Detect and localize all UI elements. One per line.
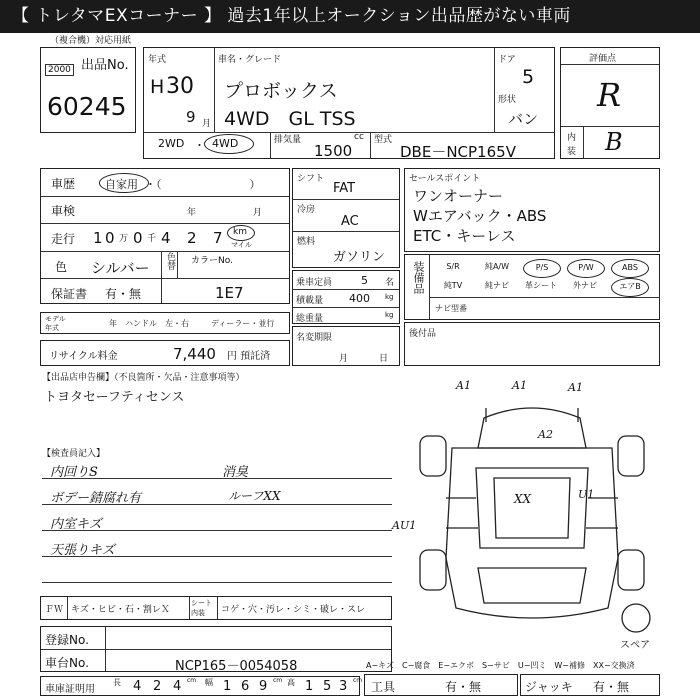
shape-label: 形状 <box>498 95 517 105</box>
diagram-mark-3: A1 <box>568 381 583 394</box>
doors-label: ドア <box>498 55 516 65</box>
inspector-left-3: 内室キズ <box>50 517 102 532</box>
drive-opt1: 2WD <box>158 137 185 150</box>
mileage-label: 走行 <box>51 232 76 246</box>
reg-no-label: 登録No. <box>45 633 89 647</box>
mileage-unit: km <box>233 227 247 237</box>
cert-cell-10: cm <box>273 677 283 684</box>
load-value: 400 <box>349 292 370 305</box>
sales-box <box>404 168 660 252</box>
lot-box <box>40 47 136 133</box>
seat-items: コゲ・穴・汚レ・シミ・破レ・スレ <box>221 605 366 615</box>
car-diagram <box>404 378 660 646</box>
mileage-d4: 4 <box>161 229 171 247</box>
color-label: 色 <box>55 260 68 274</box>
grade-box <box>560 47 660 159</box>
cert-cell-2: 4 <box>133 679 142 694</box>
gross-label: 総重量 <box>296 314 324 324</box>
equip-power-steering: P/S <box>523 259 561 278</box>
equip-power-window: P/W <box>567 259 605 278</box>
diagram-mark-1: A1 <box>456 379 471 392</box>
equip-leather-seat: 革シート <box>525 281 557 290</box>
year-label: 年式 <box>148 55 167 65</box>
mileage-sen: 千 <box>147 234 157 244</box>
mileage-unit2: マイル <box>231 241 252 249</box>
jack-value: 有・無 <box>593 680 630 694</box>
interior-label-2: 装 <box>567 147 577 157</box>
cert-cell-1: 長 <box>113 678 121 687</box>
form-top-note: （複合機）対応用紙 <box>50 36 132 46</box>
year-era: H <box>150 76 165 98</box>
recycle-box <box>40 340 290 366</box>
mileage-d5: 2 <box>187 229 197 247</box>
history-label: 車歴 <box>51 177 76 191</box>
load-unit: kg <box>385 293 394 301</box>
recycle-unit: 円 預託済 <box>227 351 271 362</box>
cert-cell-8: 6 <box>241 679 250 694</box>
load-label: 積載量 <box>296 296 324 306</box>
model-year-row <box>40 312 290 334</box>
model-value: DBE－NCP165V <box>400 143 516 161</box>
displacement-unit: cc <box>354 132 364 142</box>
sales-line2: Wエアバック・ABS <box>413 207 547 225</box>
mileage-d6: 7 <box>213 229 223 247</box>
lot-number: 60245 <box>47 92 127 121</box>
model-year-handle: ハンドル 左・右 <box>125 319 189 328</box>
damage-legend: A−キズ C−腐食 E−エクボ S−サビ U−凹ミ W−補修 XX−交換済 <box>366 661 635 670</box>
diagram-mark-7: AU1 <box>392 519 417 532</box>
color-value: シルバー <box>91 259 150 277</box>
drive-opt2: 4WD <box>212 137 239 150</box>
sales-line3: ETC・キーレス <box>413 227 516 245</box>
spec-box <box>292 168 400 268</box>
fw-label: ＦＷ <box>45 605 64 615</box>
shift-label: シフト <box>297 174 325 184</box>
frame-no-label: 車台No. <box>45 656 89 670</box>
cert-cell-11: 高 <box>287 678 295 687</box>
aircon-label: 冷房 <box>297 205 316 215</box>
diagram-mark-5: XX <box>514 492 532 506</box>
doors-value: 5 <box>522 66 535 88</box>
color-change-label: 色替 <box>165 252 175 270</box>
equip-tv: 純TV <box>443 281 463 290</box>
shape-value: バン <box>508 110 539 128</box>
drive-sep: ・ <box>194 139 205 152</box>
grade-label: 評価点 <box>589 54 617 64</box>
colorno-label: カラーNo. <box>191 256 233 266</box>
fuel-value: ガソリン <box>333 250 386 265</box>
warranty-value: 有・無 <box>105 287 142 301</box>
cert-cell-9: 9 <box>259 679 268 694</box>
inspector-left-4: 天張りキズ <box>50 543 115 558</box>
frame-no-value: NCP165－0054058 <box>175 659 298 674</box>
model-year-label-1: モデル <box>45 315 66 323</box>
cert-cell-12: 1 <box>305 679 314 694</box>
lot-year-tag: 2000 <box>45 64 74 76</box>
equip-alloy-wheel: 純A/W <box>484 262 510 271</box>
jack-box <box>520 674 660 696</box>
model-year-label-2: 年式 <box>45 324 59 332</box>
diagram-mark-2: A1 <box>512 379 527 392</box>
year-month-unit: 月 <box>202 119 212 129</box>
banner: 【 トレタマEXコーナー 】 過去1年以上オークション出品歴がない車両 <box>0 0 700 33</box>
name-change-label: 名変期限 <box>296 333 333 343</box>
garage-cert-row <box>40 676 363 696</box>
recycle-value: 7,440 <box>173 345 216 363</box>
notices-label: 【出品店申告欄】（不良箇所・欠品・注意事項等） <box>42 373 245 383</box>
cert-cell-3: 2 <box>153 679 162 694</box>
equip-navi: 純ナビ <box>485 281 509 290</box>
mileage-d1: 1 <box>93 229 103 247</box>
capacity-label: 乗車定員 <box>296 278 333 288</box>
inspector-label: 【検査員記入】 <box>42 449 106 459</box>
interior-value: B <box>605 128 623 156</box>
capacity-unit: 名 <box>385 278 395 288</box>
fuel-label: 燃料 <box>297 237 316 247</box>
diagram-mark-6: U1 <box>578 488 595 501</box>
tools-value: 有・無 <box>445 680 482 694</box>
history-paren: ・（ ） <box>145 178 261 191</box>
history-value: 自家用 <box>105 178 138 191</box>
name-change-month: 月 <box>339 354 349 364</box>
equip-external-navi: 外ナビ <box>573 281 597 290</box>
mileage-d3: 0 <box>133 229 143 247</box>
model-label: 型式 <box>374 135 393 145</box>
name-label: 車名・グレード <box>218 55 282 65</box>
sales-line1: ワンオーナー <box>413 187 504 205</box>
aftermarket-box <box>404 322 660 366</box>
garage-cert-label: 車庫証明用 <box>45 684 95 695</box>
glass-interior-row <box>40 596 392 620</box>
equip-abs: ABS <box>611 259 649 278</box>
year-value: 30 <box>166 74 194 99</box>
notices-text: トヨタセーフティセンス <box>44 390 185 405</box>
vehicle-header <box>143 47 555 159</box>
equip-sunroof: S/R <box>446 262 460 271</box>
inspector-right-1: 消臭 <box>222 465 249 480</box>
cert-cell-4: 4 <box>173 679 182 694</box>
equipment-label: 装備品 <box>412 261 425 294</box>
colorno-value: 1E7 <box>215 284 244 302</box>
mileage-d2: 0 <box>105 229 115 247</box>
recycle-label: リサイクル料金 <box>49 351 118 362</box>
grade-value: R <box>597 76 622 114</box>
cert-cell-14: 3 <box>339 679 348 694</box>
cert-cell-7: 1 <box>223 679 232 694</box>
aftermarket-label: 後付品 <box>409 329 437 339</box>
inspector-right-2: ルーフXX <box>228 489 281 503</box>
sales-label: セールスポイント <box>409 174 481 184</box>
name-line1: プロボックス <box>224 80 338 102</box>
inspection-label: 車検 <box>51 204 76 218</box>
fw-items: キズ・ヒビ・石・割レＸ <box>71 605 170 615</box>
inspection-year-unit: 年 <box>187 208 197 218</box>
year-month: 9 <box>186 108 196 126</box>
cert-cell-15: cm <box>353 677 363 684</box>
displacement-label: 排気量 <box>274 135 302 145</box>
spare-label: スペア <box>620 640 650 651</box>
cert-cell-13: 5 <box>323 679 332 694</box>
tools-box <box>364 674 518 696</box>
mileage-man: 万 <box>119 234 129 244</box>
model-year-dealer: ディーラー・並行 <box>211 319 275 328</box>
registration-box <box>40 626 392 672</box>
equip-airbag: エアB <box>611 278 649 297</box>
name-change-box <box>292 326 400 366</box>
cert-cell-5: cm <box>187 677 197 684</box>
warranty-label: 保証書 <box>51 287 88 301</box>
model-year-unit: 年 <box>109 319 117 328</box>
lot-label: 出品No. <box>81 58 129 73</box>
inspection-month-unit: 月 <box>253 208 263 218</box>
interior-label-1: 内 <box>567 133 577 143</box>
vehicle-details <box>40 168 290 304</box>
diagram-mark-4: A2 <box>538 428 553 441</box>
capacity-value: 5 <box>361 274 368 287</box>
seat-label-2: 内装 <box>191 609 205 617</box>
aircon-value: AC <box>341 214 359 229</box>
jack-label: ジャッキ <box>525 680 573 694</box>
capacity-box <box>292 270 400 324</box>
displacement-value: 1500 <box>314 142 353 160</box>
gross-unit: kg <box>385 311 394 319</box>
cert-cell-6: 幅 <box>205 678 213 687</box>
seat-label-1: シート <box>191 599 212 607</box>
name-change-day: 日 <box>379 354 389 364</box>
shift-value: FAT <box>333 181 356 196</box>
name-line2: 4WD GL TSS <box>224 108 356 130</box>
inspector-left-1: 内回りS <box>50 465 98 480</box>
inspector-left-2: ボデー錆腐れ有 <box>50 491 142 506</box>
navi-model-label: ナビ型番 <box>435 304 467 313</box>
tools-label: 工具 <box>371 680 396 694</box>
equipment-box <box>404 254 660 320</box>
